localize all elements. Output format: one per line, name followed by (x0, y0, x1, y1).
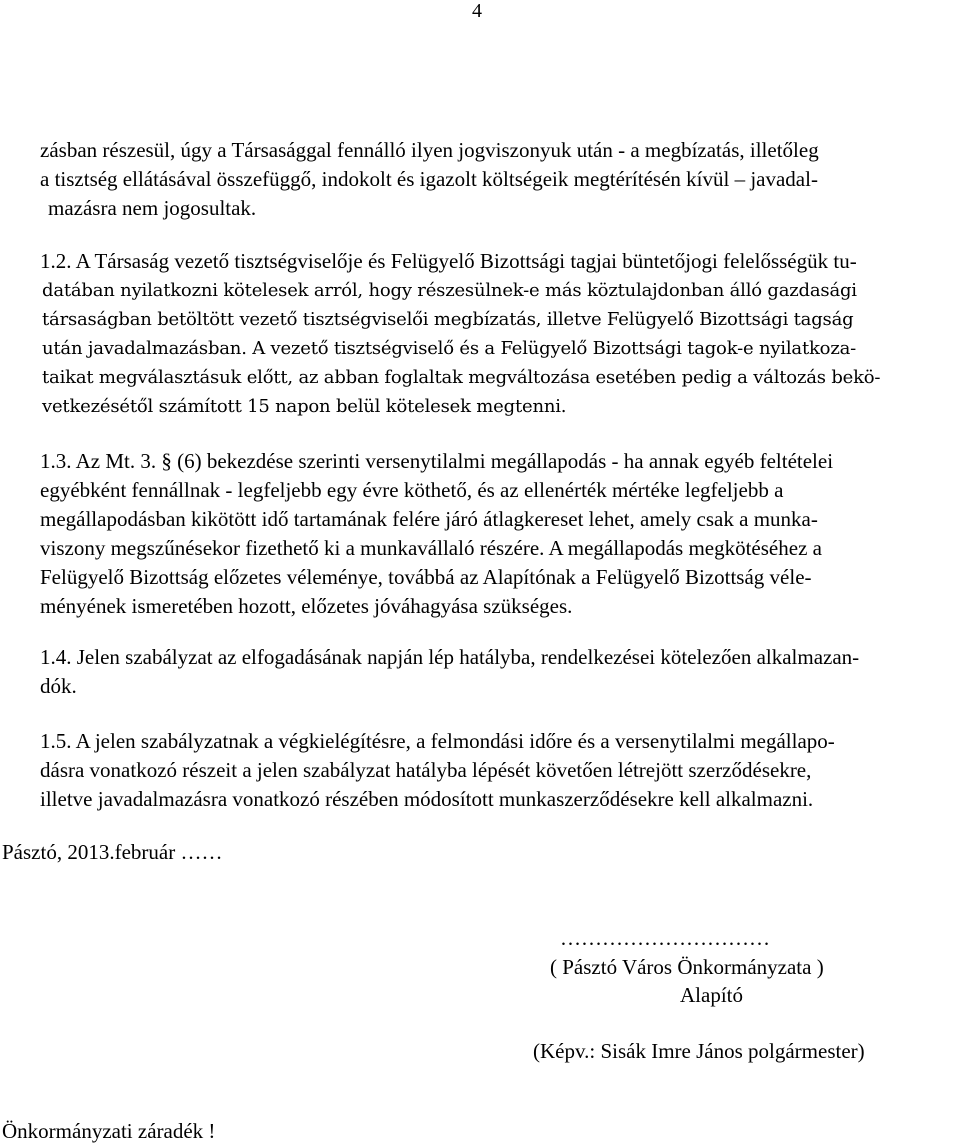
signatory-organization: ( Pásztó Város Önkormányzata ) (550, 955, 824, 979)
text-line: viszony megszűnésekor fizethető ki a munkavállaló részére. A megállapodás megkötéséhez a (40, 536, 822, 560)
section-1-5 (40, 727, 920, 814)
signatory-role: Alapító (680, 983, 743, 1007)
closing-note: Önkormányzati záradék ! (2, 1119, 216, 1143)
text-line: 1.4. Jelen szabályzat az elfogadásának napján lép hatályba, rendelkezései kötelezően alkalmazan- (40, 645, 860, 669)
date-line: Pásztó, 2013.február …… (2, 840, 223, 864)
text-line: megállapodásban kikötött idő tartamának felére járó átlagkereset lehet, amely csak a munka- (40, 507, 818, 531)
page-number: 4 (472, 0, 482, 22)
text-line: zásban részesül, úgy a Társasággal fennálló ilyen jogviszonyuk után - a megbízatás, illetőleg (40, 138, 819, 162)
signatory-representative: (Képv.: Sisák Imre János polgármester) (533, 1039, 865, 1063)
text-line: dók. (40, 674, 77, 698)
signature-line: ………………………… (560, 926, 770, 950)
text-line: illetve javadalmazásra vonatkozó részében módosított munkaszerződésekre kell alkalmazni. (40, 787, 814, 811)
text-line: Felügyelő Bizottság előzetes véleménye, továbbá az Alapítónak a Felügyelő Bizottság véle- (40, 565, 812, 589)
text-line: társaságban betöltött vezető tisztségviselői megbízatás, illetve Felügyelő Bizottsági tagság (42, 309, 854, 330)
text-line: vetkezésétől számított 15 napon belül kötelesek megtenni. (42, 396, 567, 417)
text-line: mazásra nem jogosultak. (48, 196, 257, 220)
section-1-4 (40, 643, 920, 701)
text-line: dásra vonatkozó részeit a jelen szabályzat hatályba lépését követően létrejött szerződésekre, (40, 758, 812, 782)
text-line: 1.5. A jelen szabályzatnak a végkielégítésre, a felmondási időre és a versenytilalmi megállapo- (40, 729, 835, 753)
section-1-3 (40, 447, 920, 621)
text-line: ményének ismeretében hozott, előzetes jóváhagyása szükséges. (40, 594, 573, 618)
section-1-2 (40, 247, 920, 421)
text-line: 1.2. A Társaság vezető tisztségviselője és Felügyelő Bizottsági tagjai büntetőjogi felelősségük tu- (40, 249, 857, 273)
text-line: taikat megválasztásuk előtt, az abban foglaltak megváltozása esetében pedig a változás bekö- (42, 367, 881, 388)
text-line: datában nyilatkozni kötelesek arról, hogy részesülnek-e más köztulajdonban álló gazdasági (42, 280, 857, 301)
text-line: után javadalmazásban. A vezető tisztségviselő és a Felügyelő Bizottsági tagok-e nyilatkoza- (42, 338, 857, 359)
intro-paragraph (40, 136, 920, 223)
text-line: 1.3. Az Mt. 3. § (6) bekezdése szerinti versenytilalmi megállapodás - ha annak egyéb feltételei (40, 449, 834, 473)
text-line: egyébként fennállnak - legfeljebb egy évre köthető, és az ellenérték mértéke legfeljebb a (40, 478, 784, 502)
text-line: a tisztség ellátásával összefüggő, indokolt és igazolt költségeik megtérítésén kívül – javadal- (40, 167, 818, 191)
